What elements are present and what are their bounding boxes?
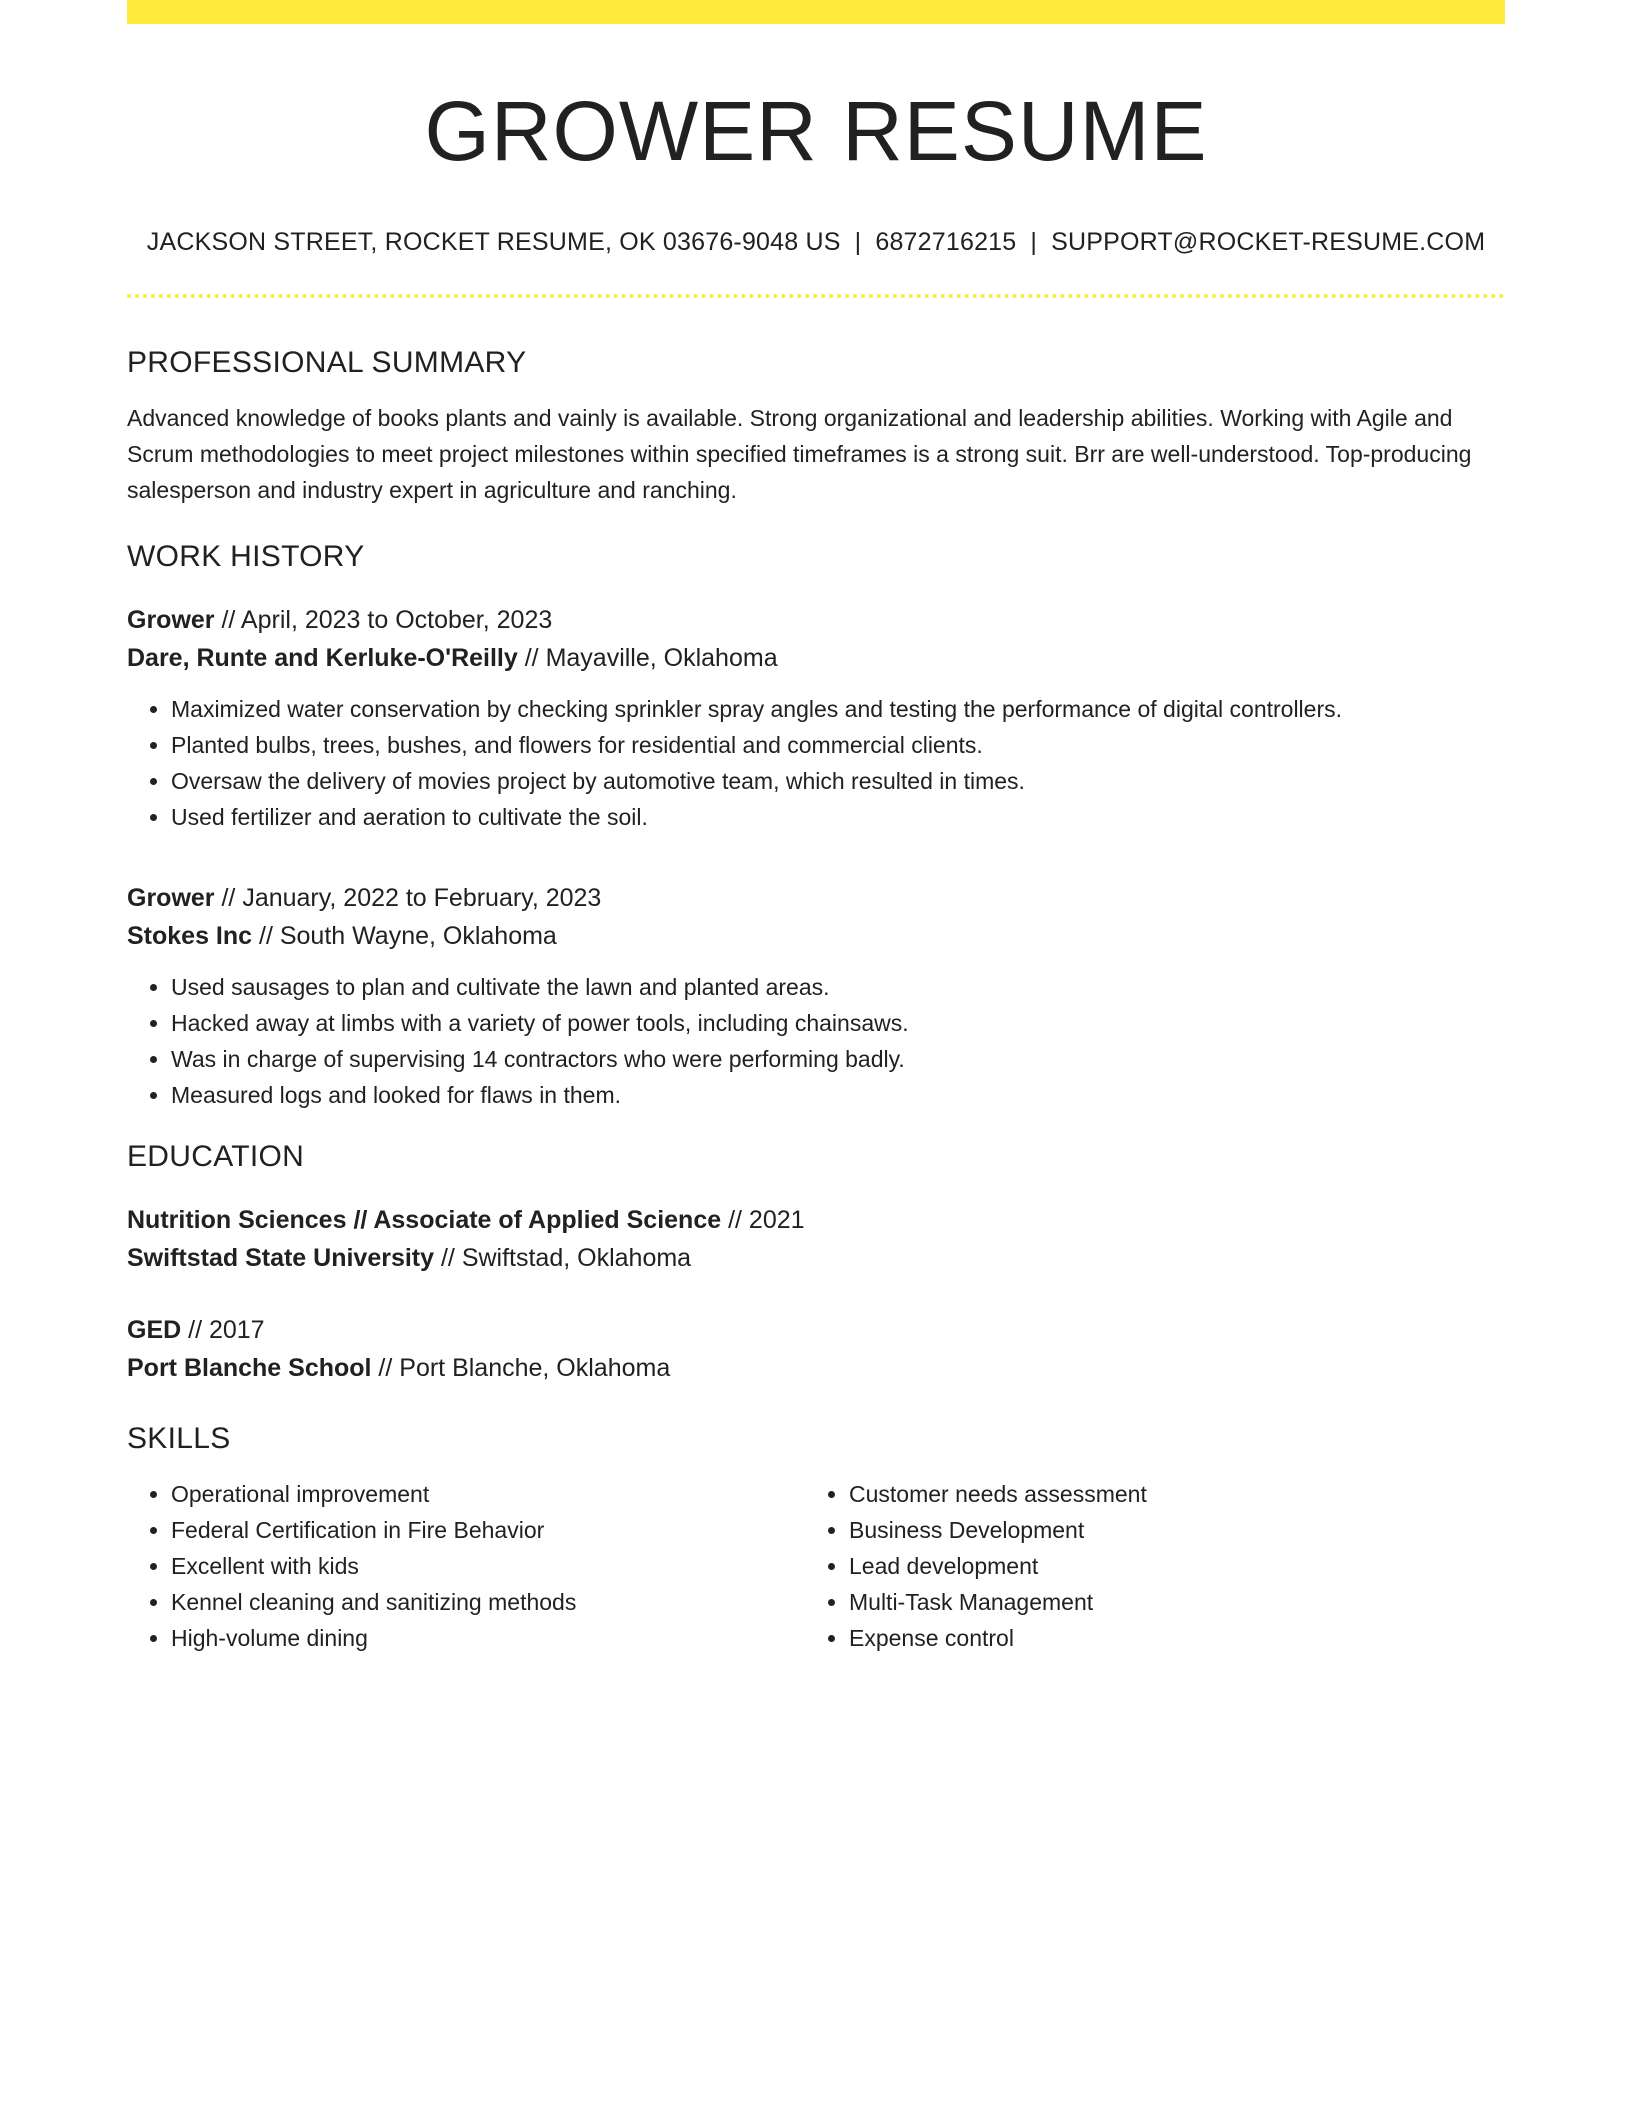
skills-list — [127, 1476, 805, 1656]
education-entry — [127, 1201, 1505, 1277]
list-item: • Used sausages to plan and cultivate the lawn and planted areas. — [171, 969, 1505, 1005]
list-item: • Operational improvement — [171, 1476, 805, 1512]
list-item: • Planted bulbs, trees, bushes, and flowers for residential and commercial clients. — [171, 727, 1505, 763]
job-dates: // January, 2022 to February, 2023 — [214, 884, 602, 912]
work-history-heading: WORK HISTORY — [127, 540, 365, 573]
job-company-line — [127, 917, 1505, 955]
job-dates: // April, 2023 to October, 2023 — [214, 606, 553, 634]
contact-address: JACKSON STREET, ROCKET RESUME, OK 03676-9048 US — [146, 228, 841, 256]
list-item: • Business Development — [849, 1512, 1483, 1548]
list-item: • Excellent with kids — [171, 1548, 805, 1584]
accent-bar — [127, 0, 1505, 24]
education-year: // 2017 — [181, 1316, 265, 1344]
list-item: • Multi-Task Management — [849, 1584, 1483, 1620]
list-item: • Kennel cleaning and sanitizing methods — [171, 1584, 805, 1620]
education-degree-line — [127, 1201, 1505, 1239]
list-item: • Was in charge of supervising 14 contractors who were performing badly. — [171, 1041, 1505, 1077]
education-year: // 2021 — [721, 1206, 805, 1234]
education-degree: GED — [127, 1316, 182, 1344]
job-duties-list — [127, 969, 1505, 1113]
list-item: • Oversaw the delivery of movies project by automotive team, which resulted in times. — [171, 763, 1505, 799]
education-entry — [127, 1311, 1505, 1387]
education-location: // Swiftstad, Oklahoma — [434, 1244, 692, 1272]
education-school: Swiftstad State University — [127, 1244, 435, 1272]
list-item: • Lead development — [849, 1548, 1483, 1584]
skills-heading: SKILLS — [127, 1422, 231, 1455]
list-item: • Hacked away at limbs with a variety of power tools, including chainsaws. — [171, 1005, 1505, 1041]
skills-column-right — [805, 1476, 1483, 1656]
resume-page — [127, 0, 1505, 1656]
job-title-line — [127, 601, 1505, 639]
education-degree-line — [127, 1311, 1505, 1349]
job-role: Grower — [127, 606, 215, 634]
list-item: • Used fertilizer and aeration to cultivate the soil. — [171, 799, 1505, 835]
education-school: Port Blanche School — [127, 1354, 372, 1382]
education-school-line — [127, 1349, 1505, 1387]
contact-email: SUPPORT@ROCKET-RESUME.COM — [1051, 228, 1486, 256]
job-entry — [127, 601, 1505, 835]
job-role: Grower — [127, 884, 215, 912]
education-location: // Port Blanche, Oklahoma — [371, 1354, 671, 1382]
list-item: • Expense control — [849, 1620, 1483, 1656]
job-entry — [127, 879, 1505, 1113]
job-company: Dare, Runte and Kerluke-O'Reilly — [127, 644, 518, 672]
job-duties-list — [127, 691, 1505, 835]
job-title-line — [127, 879, 1505, 917]
skills-grid — [127, 1476, 1505, 1656]
education-heading: EDUCATION — [127, 1140, 305, 1173]
summary-heading: PROFESSIONAL SUMMARY — [127, 346, 527, 379]
job-location: // South Wayne, Oklahoma — [252, 922, 557, 950]
list-item: • Maximized water conservation by checking sprinkler spray angles and testing the performance of digital controllers. — [171, 691, 1505, 727]
contact-line — [127, 226, 1505, 258]
education-degree: Nutrition Sciences // Associate of Applied Science — [127, 1206, 722, 1234]
job-company-line — [127, 639, 1505, 677]
contact-separator: | — [854, 228, 862, 256]
education-school-line — [127, 1239, 1505, 1277]
resume-title: GROWER RESUME — [424, 84, 1208, 178]
job-company: Stokes Inc — [127, 922, 253, 950]
list-item: • Federal Certification in Fire Behavior — [171, 1512, 805, 1548]
summary-text: Advanced knowledge of books plants and vainly is available. Strong organizational and leadership abilities. Working with Agile and Scrum methodologies to meet project milestones within specified timeframes is a strong suit. Brr are well-understood. Top-producing salesperson and industry expert in agriculture and ranching. — [127, 405, 1472, 503]
list-item: • High-volume dining — [171, 1620, 805, 1656]
contact-separator: | — [1030, 228, 1038, 256]
dotted-divider — [127, 294, 1505, 298]
skills-column-left — [127, 1476, 805, 1656]
list-item: • Customer needs assessment — [849, 1476, 1483, 1512]
job-location: // Mayaville, Oklahoma — [517, 644, 778, 672]
contact-phone: 6872716215 — [875, 228, 1017, 256]
list-item: • Measured logs and looked for flaws in them. — [171, 1077, 1505, 1113]
skills-list — [805, 1476, 1483, 1656]
